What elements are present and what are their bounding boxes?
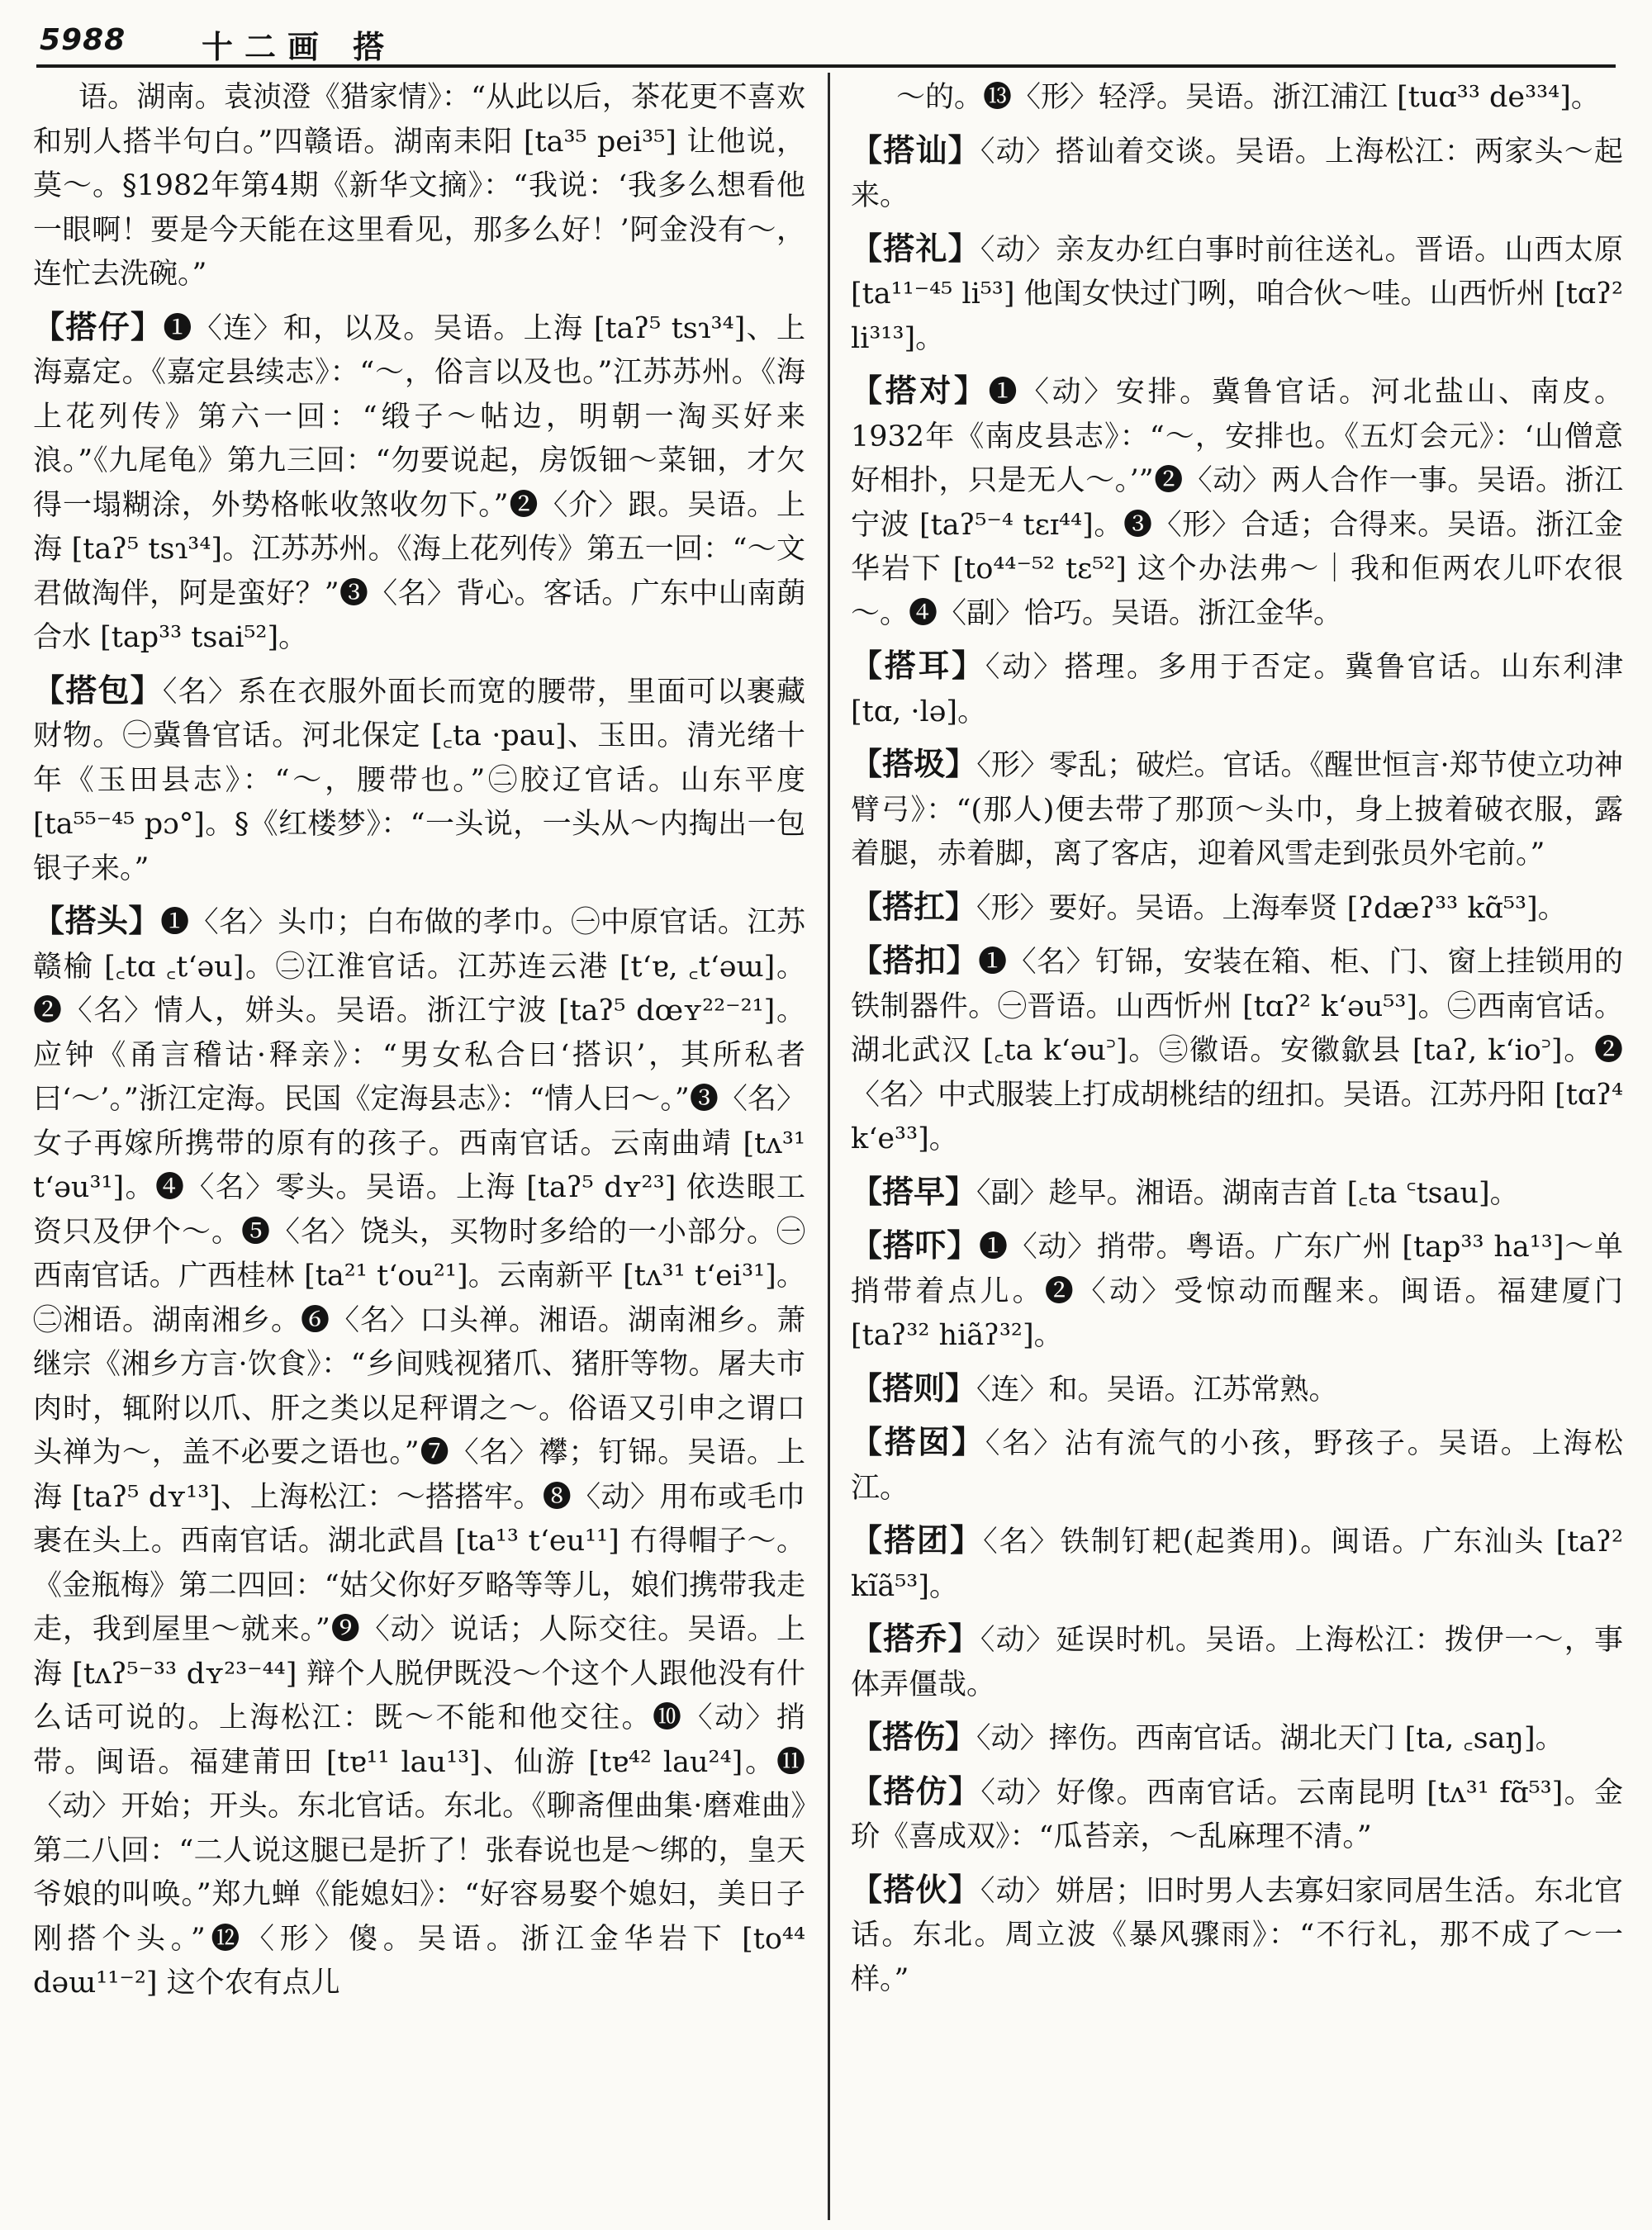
left-column (33, 76, 805, 2215)
dictionary-entry (851, 369, 1623, 636)
dictionary-entry (851, 1868, 1623, 2003)
entry-definition: 〈动〉搭讪着交谈。吴语。上海松江：两家头～起来。 (851, 135, 1623, 212)
entry-definition: ❶〈名〉头巾；白布做的孝巾。㊀中原官话。江苏赣榆 [꜀tɑ ꜀t‘əu]。㊁江淮官话。江苏连云港 [t‘ɐ, ꜀t‘əɯ]。❷〈名〉情人，姘头。吴语。浙江宁波 [taʔ⁵ dœʏ²²⁻²¹]。应钟《甬言稽诂·释亲》：“男女私合曰‘搭识’，其所私者曰‘～’。”浙江定海。民国《定海县志》：“情人曰～。”❸〈名〉女子再嫁所携带的原有的孩子。西南官话。云南曲靖 [tʌ³¹ t‘əu³¹]。❹〈名〉零头。吴语。上海 [taʔ⁵ dʏ²³] 依迭眼工资只及伊个～。❺〈名〉饶头，买物时多给的一小部分。㊀西南官话。广西桂林 [ta²¹ t‘ou²¹]。云南新平 [tʌ³¹ t‘ei³¹]。㊁湘语。湖南湘乡。❻〈名〉口头禅。湘语。湖南湘乡。萧继宗《湘乡方言·饮食》：“乡间贱视猪爪、猪肝等物。屠夫市肉时，辄附以爪、肝之类以足秤谓之～。俗语又引申之谓口头禅为～，盖不必要之语也。”❼〈名〉襻；钉铞。吴语。上海 [taʔ⁵ dʏ¹³]、上海松江：～搭搭牢。❽〈动〉用布或毛巾裹在头上。西南官话。湖北武昌 [ta¹³ t‘eu¹¹] 冇得帽子～。《金瓶梅》第二四回：“姑父你好歹略等等儿，娘们携带我走走，我到屋里～就来。”❾〈动〉说话；人际交往。吴语。上海 [tʌʔ⁵⁻³³ dʏ²³⁻⁴⁴] 辩个人脱伊既没～个这个人跟他没有什么话可说的。上海松江：既～不能和他交往。❿〈动〉捎带。闽语。福建莆田 [tɐ¹¹ lau¹³]、仙游 [tɐ⁴² lau²⁴]。⓫〈动〉开始；开头。东北官话。东北。《聊斋俚曲集·磨难曲》第二八回：“二人说这腿已是折了！张春说也是～绑的，皇天爷娘的叫唤。”郑九蝉《能媳妇》：“好容易娶个媳妇，美日子刚搭个头。”⓬〈形〉傻。吴语。浙江金华岩下 [to⁴⁴ dəɯ¹¹⁻²] 这个农有点儿 (33, 906, 805, 2000)
entry-headword: 【搭扛】 (851, 888, 977, 925)
entry-headword: 【搭团】 (851, 1522, 984, 1559)
entry-headword: 【搭扣】 (851, 942, 979, 979)
dictionary-entry (851, 1715, 1623, 1762)
dictionary-entry (851, 1770, 1623, 1860)
dictionary-entry (33, 899, 805, 2006)
dictionary-entry (851, 743, 1623, 877)
dictionary-entry (851, 76, 1623, 121)
entry-definition: 〈名〉系在衣服外面长而宽的腰带，里面可以裹藏财物。㊀冀鲁官话。河北保定 [꜀ta ·pau]、玉田。清光绪十年《玉田县志》：“～，腰带也。”㊁胶辽官话。山东平度 [ta⁵⁵⁻⁴⁵ pɔ°]。§《红楼梦》：“一头说，一头从～内掏出一包银子来。” (33, 675, 805, 885)
entry-headword: 【搭乔】 (851, 1620, 980, 1657)
entry-definition: 〈连〉和。吴语。江苏常熟。 (976, 1373, 1338, 1407)
entry-headword: 【搭对】 (851, 372, 989, 409)
dictionary-entry (851, 885, 1623, 932)
entry-headword: 【搭则】 (851, 1369, 977, 1407)
entry-definition: ❶〈动〉捎带。粤语。广东广州 [tap³³ ha¹³]～单捎带着点儿。❷〈动〉受惊动而醒来。闽语。福建厦门 [taʔ³² hiãʔ³²]。 (851, 1231, 1623, 1352)
dictionary-entry (33, 306, 805, 661)
page-header (36, 15, 1616, 68)
entry-headword: 【搭圾】 (851, 746, 977, 782)
entry-definition: 〈形〉零乱；破烂。官话。《醒世恒言·郑节使立功神臂弓》：“(那人)便去带了那顶～头巾，身上披着破衣服，露着腿，赤着脚，离了客店，迎着风雪走到张员外宅前。” (851, 749, 1623, 871)
entry-definition: 〈动〉姘居；旧时男人去寡妇家同居生活。东北官话。东北。周立波《暴风骤雨》：“不行礼，那不成了～一样。” (851, 1874, 1623, 1996)
dictionary-entry (851, 1421, 1623, 1511)
dictionary-entry (851, 939, 1623, 1162)
entry-definition: 〈动〉摔伤。西南官话。湖北天门 [ta, ꜀saŋ]。 (976, 1722, 1564, 1755)
entry-definition: 〈动〉搭理。多用于否定。冀鲁官话。山东利津 [tɑ, ·lə]。 (851, 651, 1623, 728)
entry-definition: 〈名〉沾有流气的小孩，野孩子。吴语。上海松江。 (851, 1427, 1623, 1505)
entry-definition: ❶〈名〉钉铞，安装在箱、柜、门、窗上挂锁用的铁制器件。㊀晋语。山西忻州 [tɑʔ² k‘əu⁵³]。㊁西南官话。湖北武汉 [꜀ta k‘əu꜄]。㊂徽语。安徽歙县 [taʔ, k‘io꜄]。❷〈名〉中式服装上打成胡桃结的纽扣。吴语。江苏丹阳 [tɑʔ⁴ k‘e³³]。 (851, 946, 1623, 1155)
entry-definition: 〈动〉亲友办红白事时前往送礼。晋语。山西太原 [ta¹¹⁻⁴⁵ li⁵³] 他闺女快过门咧，咱合伙～哇。山西忻州 [tɑʔ² li³¹³]。 (851, 233, 1623, 355)
entry-definition: 〈名〉铁制钉耙(起粪用)。闽语。广东汕头 [taʔ² kĩã⁵³]。 (851, 1525, 1623, 1603)
entry-definition: ❶〈连〉和，以及。吴语。上海 [taʔ⁵ tsɿ³⁴]、上海嘉定。《嘉定县续志》：“～，俗言以及也。”江苏苏州。《海上花列传》第六一回：“缎子～帖边，明朝一淘买好来浪。”《九尾龟》第九三回：“勿要说起，房饭钿～菜钿，才欠得一塌糊涂，外势格帐收煞收勿下。”❷〈介〉跟。吴语。上海 [taʔ⁵ tsɿ³⁴]。江苏苏州。《海上花列传》第五一回：“～文君做淘伴，阿是蛮好？”❸〈名〉背心。客话。广东中山南蓢合水 [tap³³ tsai⁵²]。 (33, 311, 805, 654)
dictionary-entry (851, 1617, 1623, 1707)
section-title: 十二画 搭 (202, 29, 396, 65)
entry-definition: 〈副〉趁早。湘语。湖南吉首 [꜀ta ꜂tsau]。 (976, 1176, 1519, 1210)
dictionary-entry (851, 1224, 1623, 1359)
right-column (851, 76, 1623, 2215)
dictionary-entry (33, 669, 805, 892)
entry-headword: 【搭仿】 (851, 1772, 981, 1810)
entry-definition: 〈动〉好像。西南官话。云南昆明 [tʌ³¹ fɑ̃⁵³]。金玠《喜成双》：“瓜苔亲，～乱麻理不清。” (851, 1776, 1623, 1853)
dictionary-entry (851, 1170, 1623, 1217)
entry-definition: 语。湖南。袁浈澄《猎家情》：“从此以后，茶花更不喜欢和别人搭半句白。”四赣语。湖南耒阳 [ta³⁵ pei³⁵] 让他说，莫～。§1982年第4期《新华文摘》：“我说：‘我多么想看他一眼啊！要是今天能在这里看见，那多么好！’阿金没有～，连忙去洗碗。” (33, 81, 805, 291)
entry-headword: 【搭早】 (851, 1173, 977, 1210)
dictionary-entry (33, 76, 805, 297)
entry-headword: 【搭囡】 (851, 1424, 985, 1460)
entry-headword: 【搭头】 (33, 903, 161, 939)
dictionary-entry (851, 1519, 1623, 1609)
entry-headword: 【搭伙】 (851, 1871, 980, 1908)
entry-headword: 【搭仔】 (33, 308, 164, 345)
entry-definition: 〈形〉要好。吴语。上海奉贤 [ʔdæʔ³³ kɑ̃⁵³]。 (976, 891, 1567, 925)
dictionary-entry (851, 227, 1623, 362)
entry-headword: 【搭讪】 (851, 131, 980, 168)
entry-definition: 〈动〉延误时机。吴语。上海松江：拨伊一～，事体弄僵哉。 (851, 1624, 1623, 1701)
entry-headword: 【搭吓】 (851, 1227, 980, 1264)
page-number: 5988 (40, 23, 126, 57)
entry-definition: ～的。⓭〈形〉轻浮。吴语。浙江浦江 [tuɑ³³ de³³⁴]。 (896, 81, 1600, 114)
entry-definition: ❶〈动〉安排。冀鲁官话。河北盐山、南皮。1932年《南皮县志》：“～，安排也。《五灯会元》：‘山僧意好相扑，只是无人～。’”❷〈动〉两人合作一事。吴语。浙江宁波 [taʔ⁵⁻⁴ tɛɪ⁴⁴]。❸〈形〉合适；合得来。吴语。浙江金华岩下 [to⁴⁴⁻⁵² tɛ⁵²] 这个办法弗～｜我和佢两农儿吓农很～。❹〈副〉恰巧。吴语。浙江金华。 (851, 376, 1623, 630)
entry-headword: 【搭包】 (33, 671, 163, 709)
dictionary-entry (851, 644, 1623, 734)
entry-headword: 【搭伤】 (851, 1719, 977, 1755)
entry-headword: 【搭礼】 (851, 230, 980, 267)
dictionary-entry (851, 129, 1623, 219)
dictionary-entry (851, 1367, 1623, 1413)
entry-headword: 【搭耳】 (851, 648, 985, 684)
column-divider (828, 73, 830, 2220)
